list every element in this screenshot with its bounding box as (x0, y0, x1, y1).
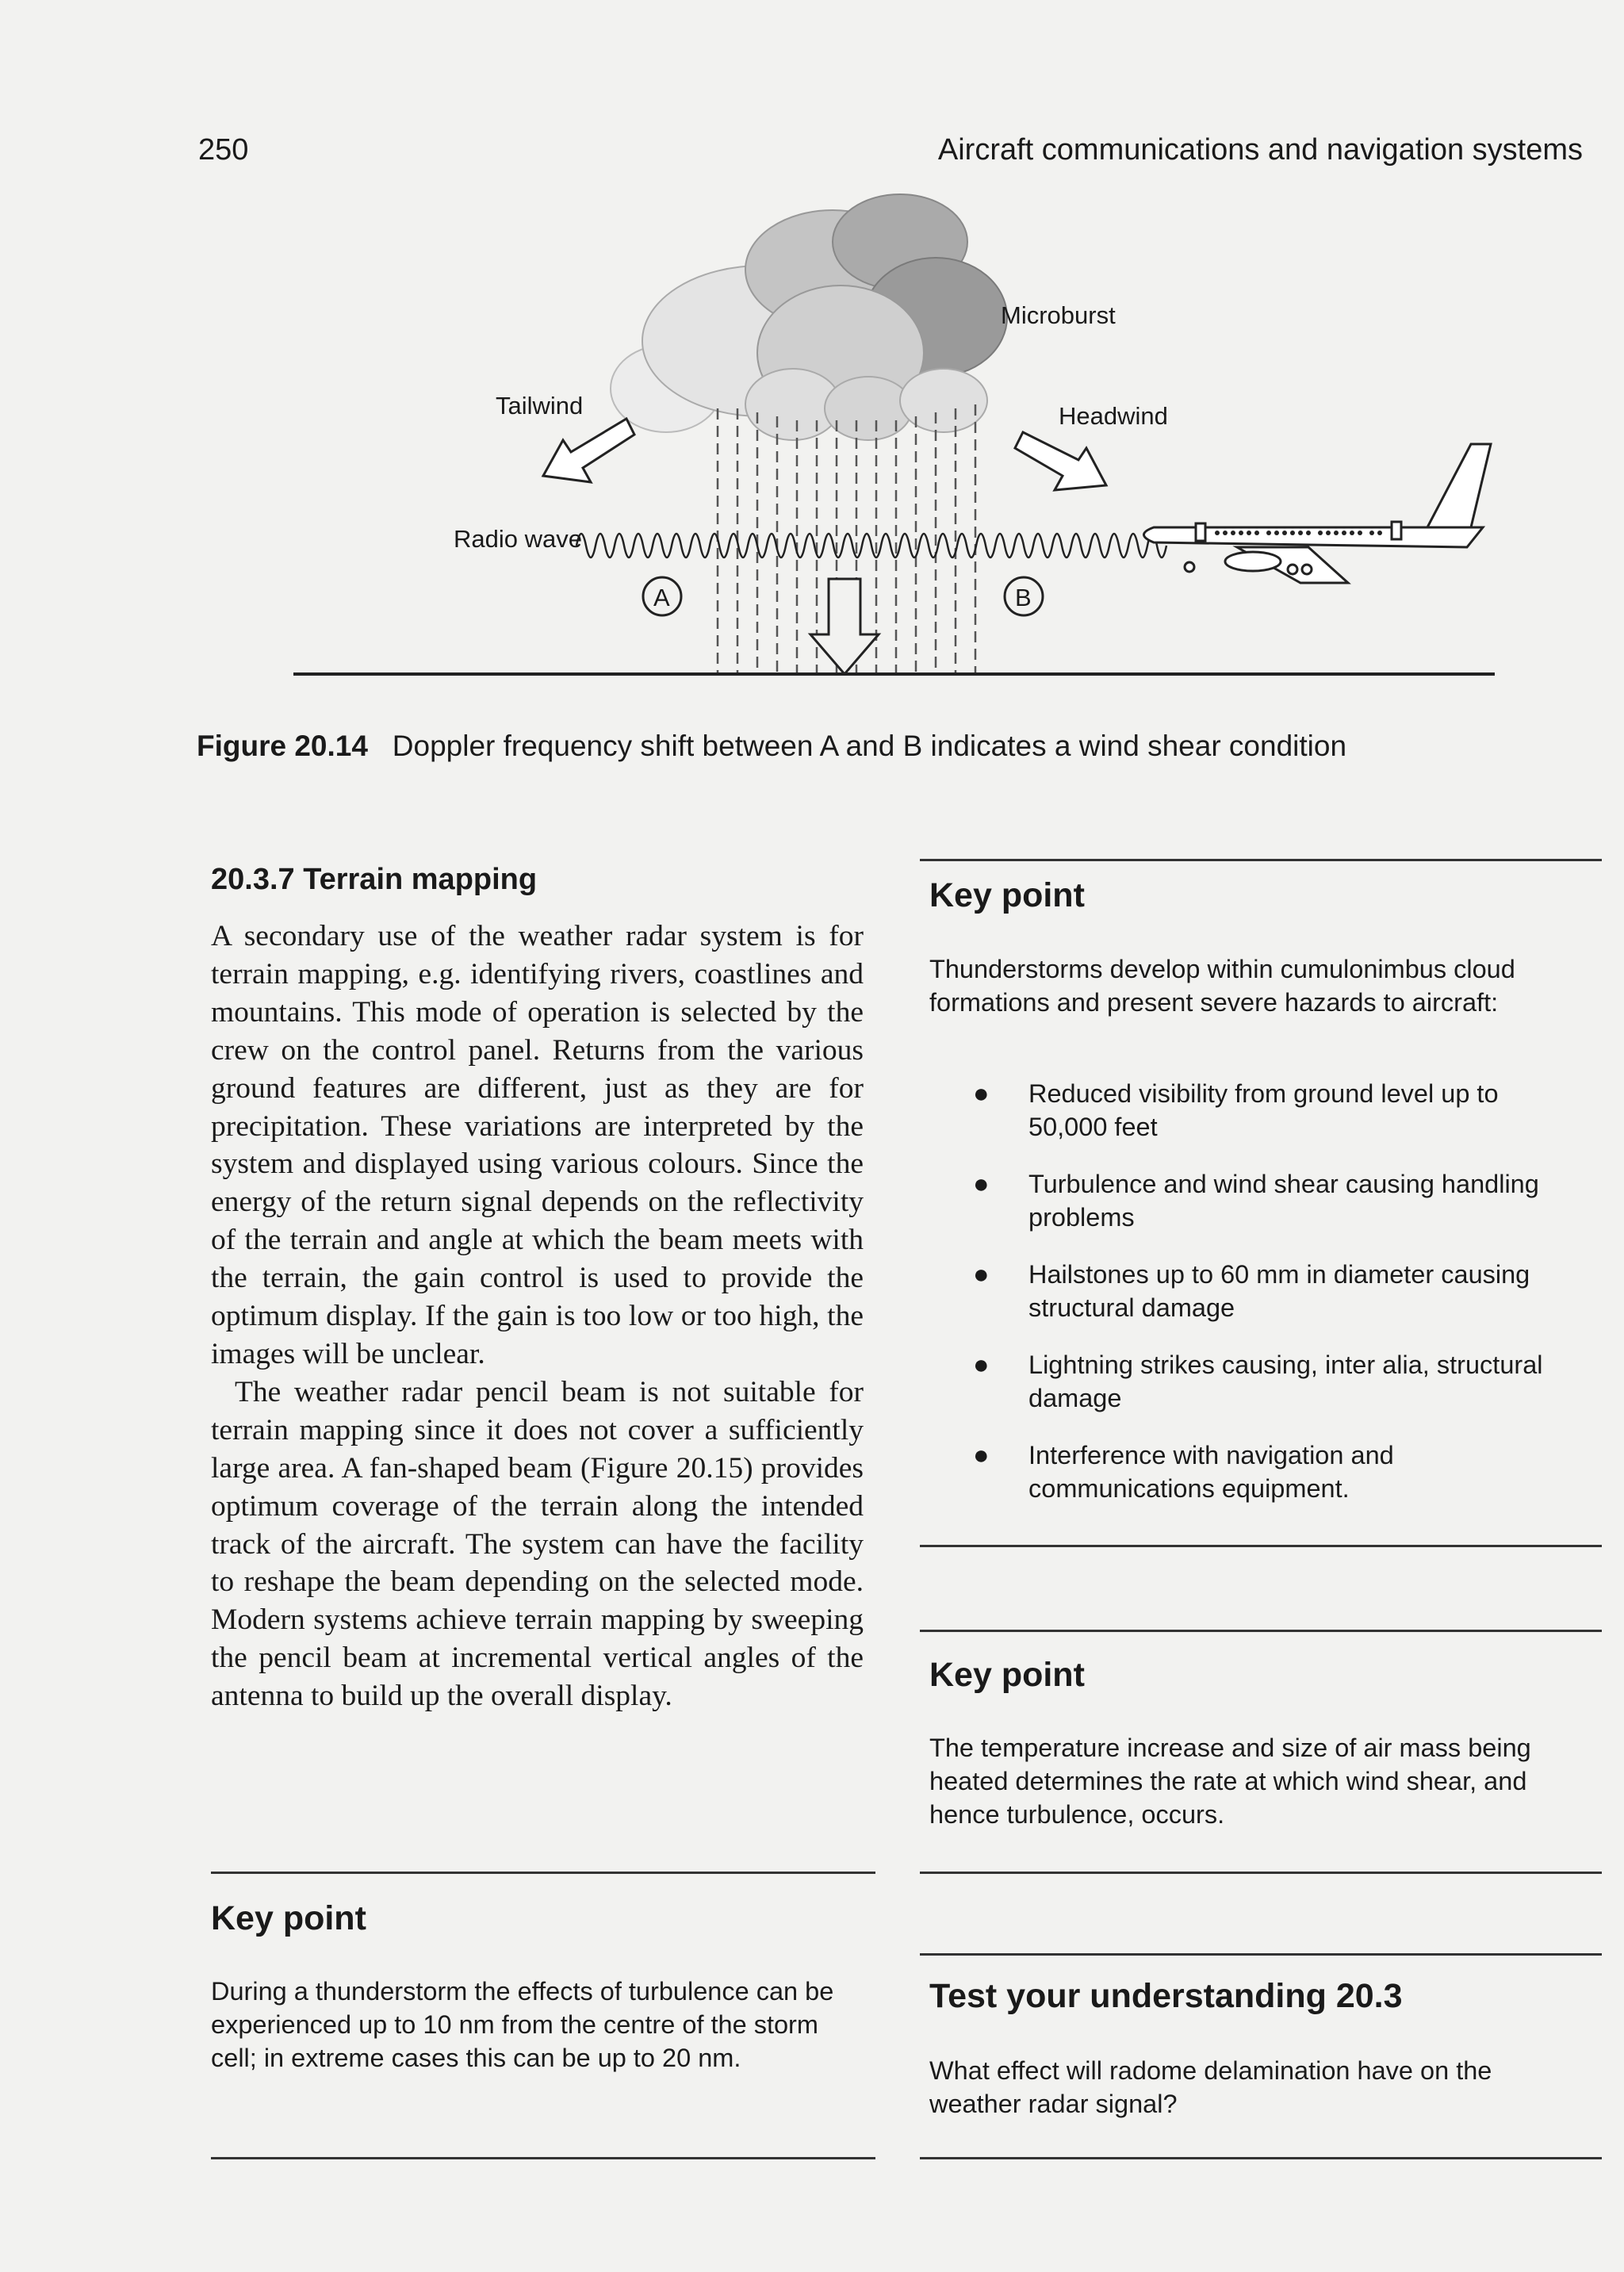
list-item: ● Reduced visibility from ground level up to 50,000 feet (973, 1079, 1499, 1141)
headwind-arrow (1015, 432, 1106, 490)
key-point-left-bottom-rule (211, 2157, 875, 2159)
page-number: 250 (198, 133, 249, 167)
key-point-right-1-title: Key point (929, 876, 1085, 914)
microburst-cloud (611, 194, 1007, 440)
list-item: ● Interference with navigation and communications equipment. (973, 1440, 1394, 1503)
tailwind-arrow (543, 419, 634, 482)
key-point-right-1-bottom-rule (920, 1545, 1602, 1547)
bullet-icon: ● (973, 1169, 990, 1199)
body-paragraph-2: The weather radar pencil beam is not suitable for terrain mapping since it does not cover a sufficiently large area. A fan-shaped beam (Figure 20.15) provides optimum coverage of the terrain along the intended track of the aircraft. The system can have the facility to reshape the beam depending on the selected mode. Modern systems achieve terrain mapping by sweeping the pencil beam at incremental vertical angles of the antenna to build up the overall display. (211, 1375, 864, 1713)
key-point-right-2-bottom-rule (920, 1872, 1602, 1874)
key-point-right-1-top-rule (920, 859, 1602, 861)
microburst-label: Microburst (1001, 301, 1116, 329)
headwind-label: Headwind (1059, 402, 1168, 430)
figure-number: Figure 20.14 (197, 730, 368, 762)
bullet-icon: ● (973, 1079, 990, 1109)
body-paragraph-1: A secondary use of the weather radar system is for terrain mapping, e.g. identifying rivers, coastlines and mountains. This mode of operation is selected by the crew on the control panel. Returns from the various ground features are different, just as they are for precipitation. These variations are interpreted by the system and displayed using various colours. Since the energy of the return signal depends on the reflectivity of the terrain and angle at which the beam meets with the terrain, the gain control is used to provide the optimum display. If the gain is too low or too high, the images will be unclear. (211, 920, 864, 1370)
test-box-question: What effect will radome delamination have on the weather radar signal? (929, 2056, 1492, 2118)
section-heading: 20.3.7 Terrain mapping (211, 863, 538, 896)
section-body (211, 918, 864, 1715)
test-box-bottom-rule (920, 2157, 1602, 2159)
radio-wave-label: Radio wave (454, 525, 582, 553)
point-a-label: A (653, 584, 670, 611)
point-b-label: B (1015, 584, 1032, 611)
key-point-left-title: Key point (211, 1899, 366, 1937)
list-item: ● Lightning strikes causing, inter alia, structural damage (973, 1350, 1543, 1412)
bullet-icon: ● (973, 1440, 990, 1470)
key-point-right-2-title: Key point (929, 1656, 1085, 1694)
key-point-left-text: During a thunderstorm the effects of turbulence can be experienced up to 10 nm from the centre of the storm cell; in extreme cases this can be up to 20 nm. (211, 1977, 834, 2072)
key-point-right-1-bullets (973, 1077, 1584, 1529)
list-item: ● Turbulence and wind shear causing handling problems (973, 1169, 1539, 1232)
list-item: ● Hailstones up to 60 mm in diameter causing structural damage (973, 1259, 1530, 1322)
aircraft-icon (1144, 444, 1492, 583)
figure-caption-text: Doppler frequency shift between A and B indicates a wind shear condition (392, 730, 1347, 762)
running-title: Aircraft communications and navigation systems (937, 133, 1583, 167)
test-box-top-rule (920, 1953, 1602, 1956)
tailwind-label: Tailwind (496, 392, 584, 420)
wind-shear-figure (0, 0, 1624, 714)
bullet-icon: ● (973, 1350, 990, 1380)
key-point-right-1-intro: Thunderstorms develop within cumulonimbus cloud formations and present severe hazards to aircraft: (929, 955, 1515, 1017)
figure-caption (197, 730, 1346, 763)
downdraft-arrow (810, 579, 879, 674)
radio-wave (576, 534, 1166, 557)
key-point-left-top-rule (211, 1872, 875, 1874)
key-point-right-2-text: The temperature increase and size of air mass being heated determines the rate at which wind shear, and hence turbulence, occurs. (929, 1734, 1531, 1829)
bullet-icon: ● (973, 1259, 990, 1289)
key-point-right-2-top-rule (920, 1630, 1602, 1632)
test-box-title: Test your understanding 20.3 (929, 1977, 1403, 2015)
